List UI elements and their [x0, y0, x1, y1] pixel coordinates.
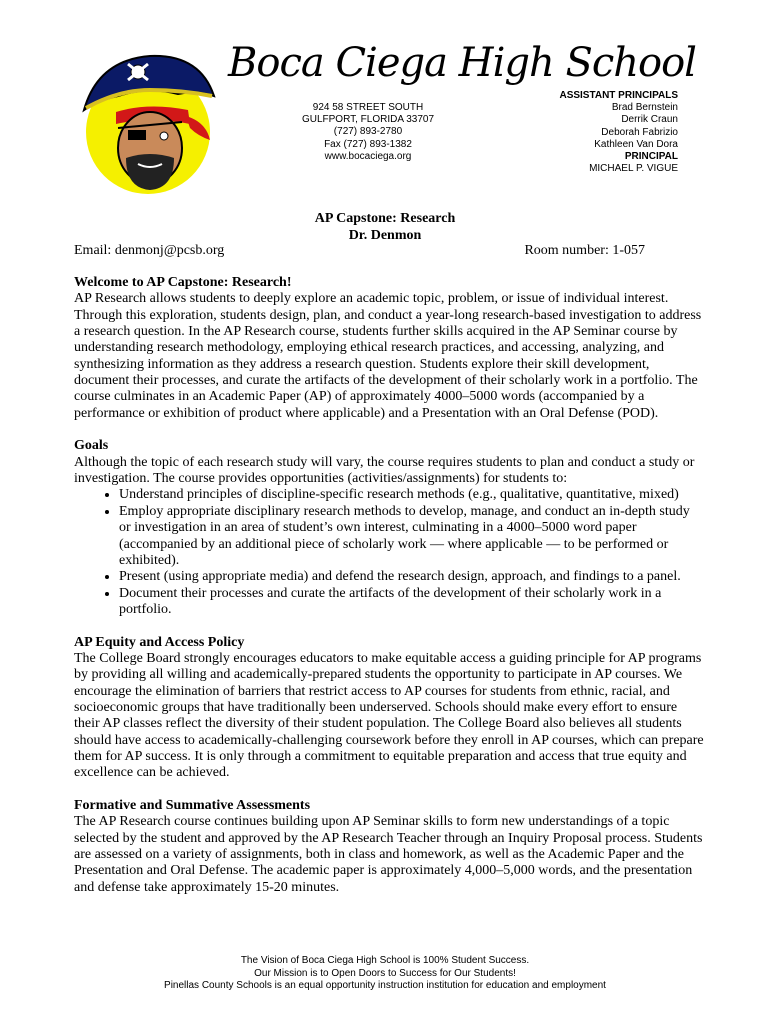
pirate-mascot-logo	[78, 50, 218, 196]
assistant-principals-label: ASSISTANT PRINCIPALS	[559, 90, 678, 101]
goal-item: • Understand principles of discipline-specific research methods (e.g., qualitative, quantitative, mixed)	[119, 487, 704, 503]
assistant-principal: Brad Bernstein	[611, 102, 678, 114]
section-text: AP Research allows students to deeply explore an academic topic, problem, or issue of individual interest. Through this exploration, students design, plan, and conduct a year-long research-based investigation to address a research question. In the AP Research course, students further skills acquired in the AP Seminar course by understanding research methodology, employing ethical research practices, and accessing, analyzing, and synthesizing information as they address a research question. Students explore their skill development, document their processes, and curate the artifacts of the development of their scholarly work in a portfolio. The course culminates in an Academic Paper (AP) of approximately 4000–5000 words (accompanied by a performance or exhibition of product where applicable) and a Presentation with an Oral Defense (POD).	[74, 291, 702, 421]
section-text: The College Board strongly encourages educators to make equitable access a guiding principle for AP programs by providing all willing and academically-prepared students the opportunity to participate in AP courses. We encourage the elimination of barriers that restrict access to AP courses for students from ethnic, racial, and socioeconomic groups that have traditionally been underserved. Schools should make every effort to ensure their AP classes reflect the diversity of their student population. The College Board also believes all students should have access to academically-challenging coursework before they enroll in AP courses, which can prepare them for AP success. It is only through a commitment to equitable preparation and access that true equity and excellence can be achieved.	[74, 650, 704, 781]
assistant-principal: Kathleen Van Dora	[594, 138, 678, 150]
goals-list	[74, 487, 704, 618]
address-street: 924 58 STREET SOUTH	[312, 102, 424, 113]
room-number: Room number: 1-057	[524, 243, 645, 258]
course-title-block	[0, 210, 770, 244]
school-address	[288, 102, 448, 163]
address-fax: Fax (727) 893-1382	[324, 138, 412, 150]
principal-label: PRINCIPAL	[624, 151, 678, 163]
assistant-principal: Derrik Craun	[621, 114, 678, 126]
footer-vision: The Vision of Boca Ciega High School is 100% Student Success.	[240, 955, 530, 966]
section-equity	[74, 635, 704, 782]
goal-item: • Present (using appropriate media) and defend the research design, approach, and findings to a panel.	[119, 569, 704, 585]
footer	[0, 955, 770, 993]
goal-item: • Employ appropriate disciplinary research methods to develop, manage, and conduct an in-depth study or investigation in an area of student’s own interest, culminating in a 4000–5000 word paper (accompanied by an additional piece of scholarly work — where applicable — to be performed or exhibited).	[119, 504, 704, 569]
address-website: www.bocaciega.org	[324, 150, 412, 162]
administration-list	[559, 90, 678, 175]
principal-name: MICHAEL P. VIGUE	[589, 163, 678, 175]
section-heading: Welcome to AP Capstone: Research!	[74, 275, 292, 290]
school-name: Boca Ciega High School	[228, 40, 696, 86]
footer-equal-opportunity: Pinellas County Schools is an equal opportunity instruction institution for education and employment	[164, 980, 606, 991]
teacher-name: Dr. Denmon	[348, 228, 422, 243]
section-heading: Formative and Summative Assessments	[74, 798, 311, 813]
address-city: GULFPORT, FLORIDA 33707	[301, 114, 435, 126]
address-phone: (727) 893-2780	[333, 126, 403, 138]
course-title: AP Capstone: Research	[314, 211, 456, 226]
section-heading: Goals	[74, 438, 109, 454]
section-welcome	[74, 275, 704, 422]
teacher-email: Email: denmonj@pcsb.org	[74, 243, 225, 258]
document-body	[74, 275, 704, 912]
footer-mission: Our Mission is to Open Doors to Success for Our Students!	[254, 967, 516, 979]
assistant-principal: Deborah Fabrizio	[601, 126, 678, 138]
section-text: Although the topic of each research study will vary, the course requires students to plan and conduct a study or investigation. The course provides opportunities (activities/assignments) for students to:	[74, 454, 695, 487]
section-heading: AP Equity and Access Policy	[74, 634, 245, 650]
section-text: The AP Research course continues building upon AP Seminar skills to form new understandings of a topic selected by the student and approved by the AP Research Teacher through an Inquiry Proposal process. Students are assessed on a variety of assignments, both in class and homework, as well as the Academic Paper and the Presentation and Oral Defense. The academic paper is approximately 4,000–5,000 words, and the presentation and defense take approximately 15-20 minutes.	[74, 814, 703, 895]
section-goals	[74, 438, 704, 618]
section-assessments	[74, 798, 704, 896]
goal-item: • Document their processes and curate the artifacts of the development of their scholarly work in a portfolio.	[119, 586, 704, 619]
